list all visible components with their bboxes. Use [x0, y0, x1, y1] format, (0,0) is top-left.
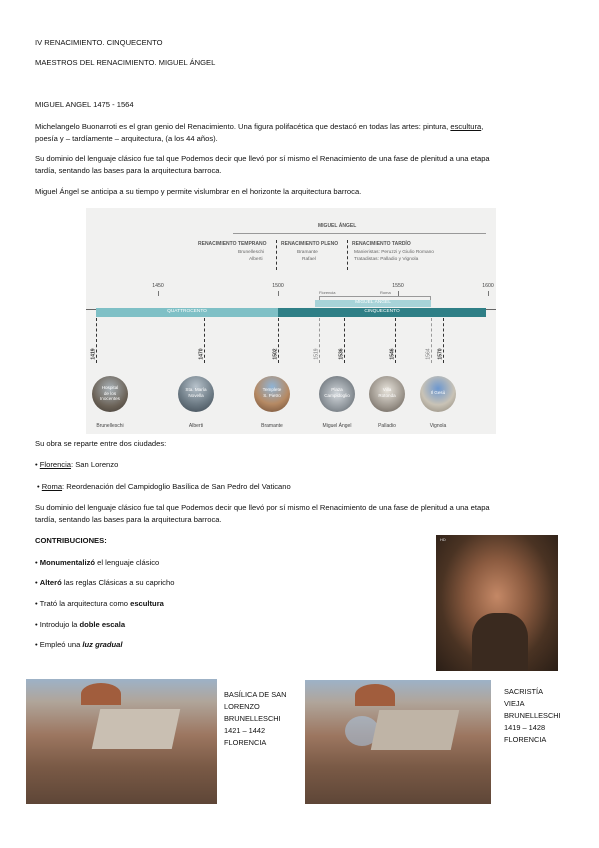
contrib-2-rest: las reglas Clásicas a su capricho — [61, 578, 175, 587]
vyear-1536: 1536 — [338, 348, 345, 360]
label-bramante-1: Templete — [262, 387, 282, 392]
label-palladio-2: Rotonda — [378, 392, 396, 398]
paragraph-2 — [35, 153, 565, 176]
roma-link[interactable]: Roma — [41, 482, 63, 491]
building-brunelleschi-label — [92, 385, 128, 402]
caption-bramante: Bramante — [261, 423, 283, 429]
phase-early-line-2: Alberti — [249, 257, 263, 262]
label-miguel-1: Plaza — [331, 387, 343, 392]
phase-title-full: RENACIMIENTO PLENO — [281, 241, 339, 247]
phase-divider-1 — [276, 240, 277, 270]
portrait-miguel-angel — [436, 535, 558, 671]
paragraph-4 — [35, 502, 565, 525]
label-florencia: Florencia — [319, 290, 336, 295]
photo-basilica-san-lorenzo — [26, 679, 217, 804]
contrib-3-bold: escultura — [130, 599, 164, 608]
paragraph-1 — [35, 121, 565, 144]
building-miguel-angel-label — [319, 387, 355, 398]
caption-sacristia-line-1: SACRISTÍA — [504, 687, 544, 696]
contrib-2-bold: Alteró — [39, 578, 62, 587]
building-miguel-angel-image — [319, 376, 355, 412]
vyear-1502: 1502 — [272, 348, 279, 360]
vyear-1519: 1519 — [313, 348, 320, 360]
timeline-infographic — [86, 208, 496, 434]
phase-full-line-1: Bramante — [297, 250, 318, 255]
photo-sacristia-vieja — [305, 680, 491, 804]
photo-dome-2 — [355, 684, 395, 706]
vyear-1564: 1564 — [425, 348, 432, 360]
phase-title-late: RENACIMIENTO TARDÍO — [352, 241, 411, 247]
label-brunelleschi-3: Inocentes — [100, 396, 120, 401]
year-1550: 1550 — [392, 283, 404, 289]
work-item-florencia: • Florencia: San Lorenzo — [35, 460, 119, 469]
paragraph-2-text-2: tardía, sentando las bases para la arquitectura barroca. — [35, 165, 222, 175]
phase-divider-2 — [347, 240, 348, 270]
vyear-1546: 1546 — [389, 348, 396, 360]
phase-title-early: RENACIMIENTO TEMPRANO — [198, 241, 267, 247]
photo-basilica-body — [92, 709, 181, 749]
label-bramante-2: S. Pietro — [263, 392, 281, 398]
florencia-link[interactable]: Florencia — [39, 460, 72, 469]
caption-miguel-angel: Miguel Ángel — [322, 423, 352, 429]
caption-basilica — [224, 689, 286, 749]
caption-vignola: Vignola — [429, 423, 447, 429]
label-roma: Roma — [380, 290, 391, 295]
building-alberti-label — [178, 387, 214, 398]
paragraph-1-text: Michelangelo Buonarroti es el gran genio del Renacimiento. Una figura polifacética que destacó en todas las artes: pintura, — [35, 122, 451, 131]
vyear-1570: 1570 — [437, 348, 444, 360]
caption-basilica-line-3: BRUNELLESCHI — [224, 714, 281, 723]
building-palladio-image — [369, 376, 405, 412]
contrib-5-bold: luz gradual — [82, 640, 123, 649]
year-1500: 1500 — [272, 283, 284, 289]
caption-brunelleschi: Brunelleschi — [96, 423, 124, 429]
caption-sacristia-line-3: BRUNELLESCHI — [504, 711, 561, 720]
vyear-1470: 1470 — [198, 348, 205, 360]
caption-sacristia — [504, 686, 561, 746]
label-brunelleschi-2: de los — [103, 390, 117, 396]
label-alberti-2: Novella — [188, 392, 204, 398]
building-vignola-image — [420, 376, 456, 412]
photo-basilica-body-2 — [371, 710, 460, 750]
contrib-5-pre: Empleó una — [39, 640, 83, 649]
phase-full-line-2: Rafael — [302, 257, 316, 262]
phase-late-line-2: Tratadistas: Palladio y Vignola — [354, 257, 419, 262]
timeline-bracket — [233, 233, 486, 234]
caption-palladio: Palladio — [378, 423, 396, 429]
contrib-3-pre: Trató la arquitectura como — [39, 599, 131, 608]
work-roma-desc: : Reordenación del Campidoglio Basílica de San Pedro del Vaticano — [62, 482, 291, 491]
caption-sacristia-line-5: FLORENCIA — [504, 735, 547, 744]
works-intro: Su obra se reparte entre dos ciudades: — [35, 439, 167, 448]
section-title: MIGUEL ANGEL 1475 - 1564 — [35, 100, 134, 109]
building-palladio-label — [369, 387, 405, 398]
header-line-2: MAESTROS DEL RENACIMIENTO. MIGUEL ÁNGEL — [35, 58, 216, 67]
paragraph-4-text: Su dominio del lenguaje clásico fue tal que Podemos decir que llevó por sí mismo el Renacimiento de una fase de plenitud a una etapa — [35, 503, 490, 512]
year-1600: 1600 — [482, 283, 494, 289]
building-vignola-label — [420, 390, 456, 396]
work-florencia-desc: : San Lorenzo — [71, 460, 119, 469]
contribution-item-3: • Trató la arquitectura como escultura — [35, 599, 164, 608]
work-item-roma: • Roma: Reordenación del Campidoglio Basílica de San Pedro del Vaticano — [37, 482, 291, 491]
tick-1500 — [278, 291, 279, 296]
contribution-item-2: • Alteró las reglas Clásicas a su capricho — [35, 578, 175, 587]
miguel-angel-bar-label: MIGUEL ÁNGEL — [355, 300, 391, 305]
contribution-item-1: • Monumentalizó el lenguaje clásico — [35, 558, 160, 567]
building-alberti-image — [178, 376, 214, 412]
cinquecento-label: CINQUECENTO — [364, 309, 400, 314]
label-brunelleschi-1: Hospital — [101, 385, 119, 390]
paragraph-3: Miguel Ángel se anticipa a su tiempo y permite vislumbrar en el horizonte la arquitectura barroca. — [35, 187, 362, 196]
paragraph-1-comma: , — [481, 122, 484, 131]
contribution-item-4: • Introdujo la doble escala — [35, 620, 126, 629]
contrib-1-rest: el lenguaje clásico — [95, 558, 160, 567]
caption-basilica-line-1: BASÍLICA DE SAN — [224, 690, 287, 699]
building-bramante-image — [254, 376, 290, 412]
contrib-4-pre: Introdujo la — [39, 620, 80, 629]
year-1450: 1450 — [152, 283, 164, 289]
paragraph-2-text: Su dominio del lenguaje clásico fue tal que Podemos decir que llevó por sí mismo el Renacimiento de una fase de plenitud a una etapa — [35, 154, 490, 163]
building-bramante-label — [254, 387, 290, 398]
label-vignola-1: Il Gesù — [430, 390, 446, 395]
contrib-1-bold: Monumentalizó — [39, 558, 96, 567]
caption-alberti: Alberti — [188, 423, 204, 429]
paragraph-1-text-2: poesía y – tardíamente – arquitectura, (a los 44 años). — [35, 133, 218, 143]
tick-1600 — [488, 291, 489, 296]
portrait-beard — [472, 613, 528, 671]
building-brunelleschi-image — [92, 376, 128, 412]
caption-sacristia-line-2: VIEJA — [504, 699, 525, 708]
vyear-1419: 1419 — [90, 348, 97, 360]
escultura-link[interactable]: escultura — [450, 122, 482, 131]
portrait-watermark: HD — [440, 537, 446, 542]
caption-basilica-line-4: 1421 – 1442 — [224, 726, 266, 735]
label-palladio-1: Villa — [382, 387, 392, 392]
caption-basilica-line-2: LORENZO — [224, 702, 260, 711]
timeline-main-title: MIGUEL ÁNGEL — [318, 223, 357, 229]
photo-dome — [81, 683, 121, 705]
contribution-item-5: • Empleó una luz gradual — [35, 640, 123, 649]
tick-1450 — [158, 291, 159, 296]
caption-sacristia-line-4: 1419 – 1428 — [504, 723, 546, 732]
contrib-4-bold: doble escala — [79, 620, 126, 629]
paragraph-4-text-2: tardía, sentando las bases para la arquitectura barroca. — [35, 514, 222, 524]
header-line-1: IV RENACIMIENTO. CINQUECENTO — [35, 38, 163, 47]
caption-basilica-line-5: FLORENCIA — [224, 738, 267, 747]
quattrocento-label: QUATTROCENTO — [167, 309, 207, 314]
label-alberti-1: Sta. María — [185, 387, 207, 392]
phase-late-line-1: Manieristas: Peruzzi y Giulio Romano — [354, 250, 434, 255]
phase-early-line-1: Brunelleschi — [238, 250, 265, 255]
label-miguel-2: Campidoglio — [324, 392, 350, 398]
contributions-title: CONTRIBUCIONES: — [35, 536, 107, 545]
